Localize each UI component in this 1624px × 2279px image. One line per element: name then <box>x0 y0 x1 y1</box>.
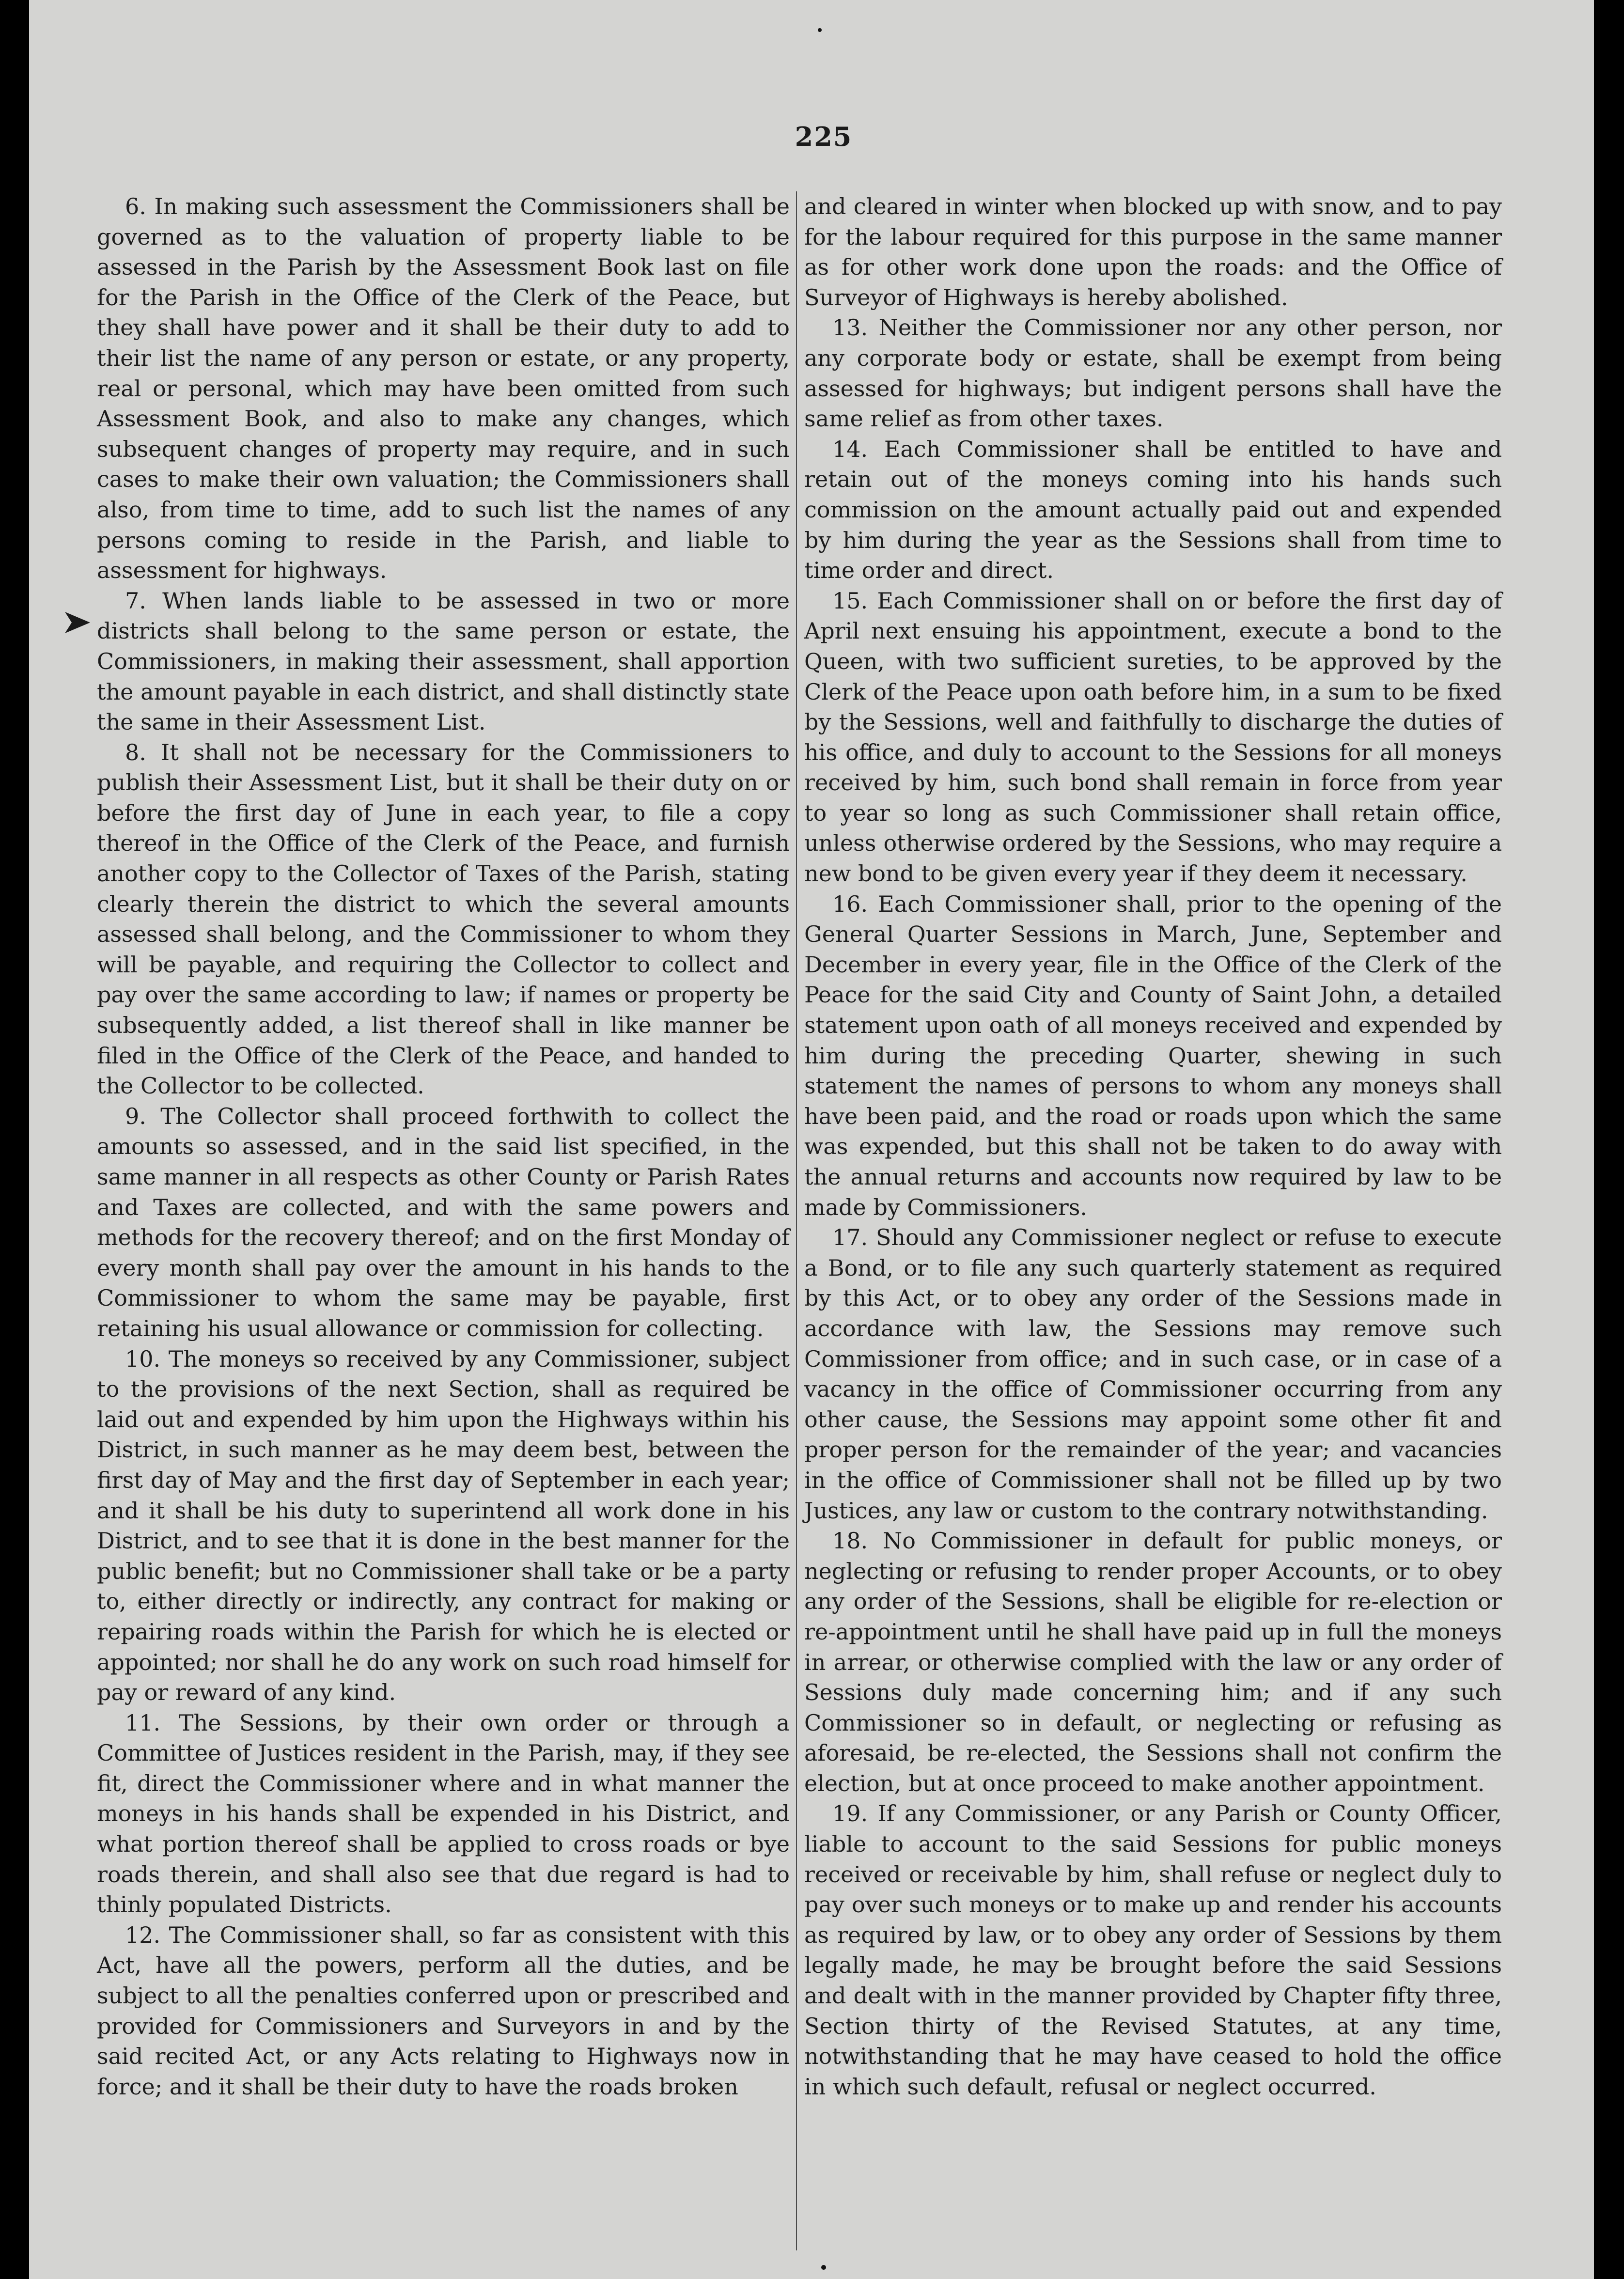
section-18: 18. No Commissioner in default for public moneys, or neglecting or refusing to render proper Accounts, or to obey any order of the Sessions, shall be eligible for re-election or re-appointment until he shall have paid up in full the moneys in arrear, or otherwise complied with the law or any order of Sessions duly made concerning him; and if any such Commissioner so in default, or neglecting or refusing as aforesaid, be re-elected, the Sessions shall not confirm the election, but at once proceed to make another appointment. <box>804 1528 1502 1796</box>
section-16: 16. Each Commissioner shall, prior to the opening of the General Quarter Sessions in March, June, September and December in every year, file in the Office of the Clerk of the Peace for the said City and County of Saint John, a detailed statement upon oath of all moneys received and expended by him during the preceding Quarter, shewing in such statement the names of persons to whom any moneys shall have been paid, and the road or roads upon which the same was expended, but this shall not be taken to do away with the annual returns and accounts now required by law to be made by Commissioners. <box>804 890 1502 1220</box>
page-number: 225 <box>795 121 853 152</box>
bottom-dot-mark <box>821 2265 826 2270</box>
column-divider <box>796 191 797 2250</box>
margin-arrow-mark <box>63 608 92 637</box>
section-9: 9. The Collector shall proceed forthwith to collect the amounts so assessed, and in the said list specified, in the same manner in all respects as other County or Parish Rates and Taxes are collected, and with the same powers and methods for the recovery thereof; and on the first Monday of every month shall pay over the amount in his hands to the Commissioner to whom the same may be payable, first retaining his usual allowance or commission for collecting. <box>97 1103 790 1342</box>
document-page <box>29 0 1594 2279</box>
left-column <box>97 191 790 2102</box>
section-6: 6. In making such assessment the Commissioners shall be governed as to the valuation of property liable to be assessed in the Parish by the Assessment Book last on file for the Parish in the Office of the Clerk of the Peace, but they shall have power and it shall be their duty to add to their list the name of any person or estate, or any property, real or personal, which may have been omitted from such Assessment Book, and also to make any changes, which subsequent changes of property may require, and in such cases to make their own valuation; the Commissioners shall also, from time to time, add to such list the names of any persons coming to reside in the Parish, and liable to assessment for highways. <box>97 193 790 584</box>
section-12-continuation: and cleared in winter when blocked up with snow, and to pay for the labour required for this purpose in the same manner as for other work done upon the roads: and the Office of Surveyor of Highways is hereby abolished. <box>804 193 1502 311</box>
section-11: 11. The Sessions, by their own order or through a Committee of Justices resident in the Parish, may, if they see fit, direct the Commissioner where and in what manner the moneys in his hands shall be expended in his District, and what portion thereof shall be applied to cross roads or bye roads therein, and shall also see that due regard is had to thinly populated Districts. <box>97 1709 790 1918</box>
section-12: 12. The Commissioner shall, so far as consistent with this Act, have all the powers, perform all the duties, and be subject to all the penalties conferred upon or prescribed and provided for Commissioners and Surveyors in and by the said recited Act, or any Acts relating to Highways now in force; and it shall be their duty to have the roads broken <box>97 1921 790 2100</box>
right-column <box>804 191 1502 2102</box>
section-13: 13. Neither the Commissioner nor any other person, nor any corporate body or estate, shall be exempt from being assessed for highways; but indigent persons shall have the same relief as from other taxes. <box>804 314 1502 432</box>
top-dot-mark <box>818 28 822 32</box>
section-8: 8. It shall not be necessary for the Commissioners to publish their Assessment List, but it shall be their duty on or before the first day of June in each year, to file a copy thereof in the Office of the Clerk of the Peace, and furnish another copy to the Collector of Taxes of the Parish, stating clearly therein the district to which the several amounts assessed shall belong, and the Commissioner to whom they will be payable, and requiring the Collector to collect and pay over the same according to law; if names or property be subsequently added, a list thereof shall in like manner be filed in the Office of the Clerk of the Peace, and handed to the Collector to be collected. <box>97 739 790 1099</box>
section-14: 14. Each Commissioner shall be entitled to have and retain out of the moneys coming into his hands such commission on the amount actually paid out and expended by him during the year as the Sessions shall from time to time order and direct. <box>804 436 1502 584</box>
section-15: 15. Each Commissioner shall on or before the first day of April next ensuing his appointment, execute a bond to the Queen, with two sufficient sureties, to be approved by the Clerk of the Peace upon oath before him, in a sum to be fixed by the Sessions, well and faithfully to discharge the duties of his office, and duly to account to the Sessions for all moneys received by him, such bond shall remain in force from year to year so long as such Commissioner shall retain office, unless otherwise ordered by the Sessions, who may require a new bond to be given every year if they deem it necessary. <box>804 587 1502 887</box>
section-17: 17. Should any Commissioner neglect or refuse to execute a Bond, or to file any such quarterly statement as required by this Act, or to obey any order of the Sessions made in accordance with law, the Sessions may remove such Commissioner from office; and in such case, or in case of a vacancy in the office of Commissioner occurring from any other cause, the Sessions may appoint some other fit and proper person for the remainder of the year; and vacancies in the office of Commissioner shall not be filled up by two Justices, any law or custom to the contrary notwithstanding. <box>804 1224 1502 1524</box>
section-10: 10. The moneys so received by any Commissioner, subject to the provisions of the next Section, shall as required be laid out and expended by him upon the Highways within his District, in such manner as he may deem best, between the first day of May and the first day of September in each year; and it shall be his duty to superintend all work done in his District, and to see that it is done in the best manner for the public benefit; but no Commissioner shall take or be a party to, either directly or indirectly, any contract for making or repairing roads within the Parish for which he is elected or appointed; nor shall he do any work on such road himself for pay or reward of any kind. <box>97 1345 790 1706</box>
section-7: 7. When lands liable to be assessed in two or more districts shall belong to the same person or estate, the Commissioners, in making their assessment, shall apportion the amount payable in each district, and shall distinctly state the same in their Assessment List. <box>97 587 790 735</box>
section-19: 19. If any Commissioner, or any Parish or County Officer, liable to account to the said Sessions for public moneys received or receivable by him, shall refuse or neglect duly to pay over such moneys or to make up and render his accounts as required by law, or to obey any order of Sessions by them legally made, he may be brought before the said Sessions and dealt with in the manner provided by Chapter fifty three, Section thirty of the Revised Statutes, at any time, notwithstanding that he may have ceased to hold the office in which such default, refusal or neglect occurred. <box>804 1800 1502 2100</box>
